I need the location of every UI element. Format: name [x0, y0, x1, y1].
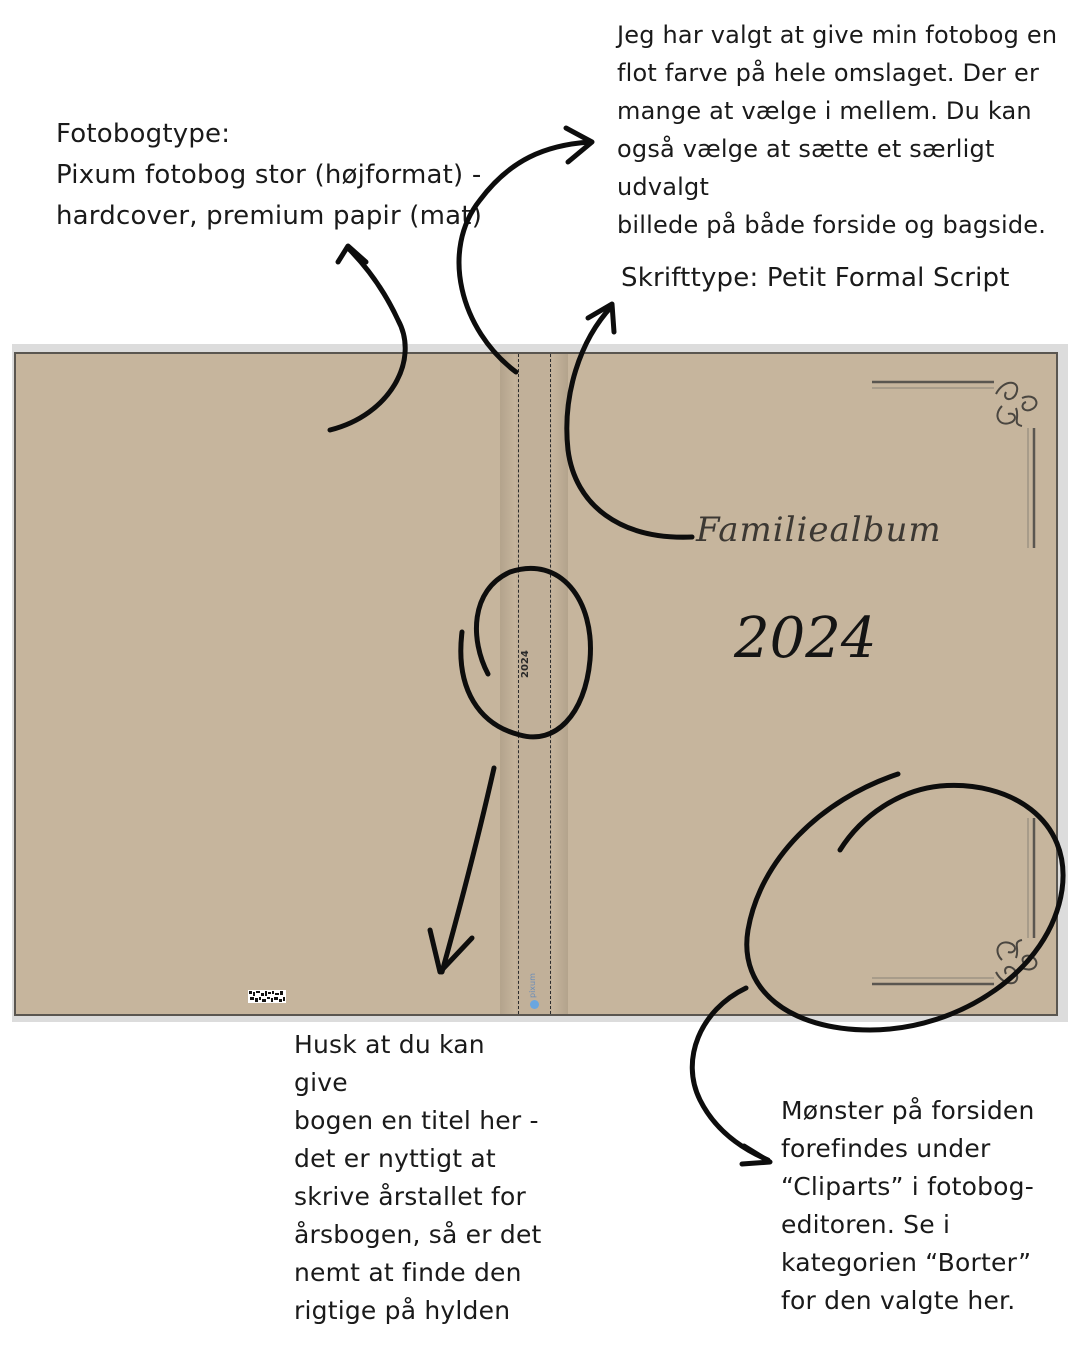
spine-guide-right [550, 354, 551, 1014]
cover-title: Familiealbum [696, 510, 942, 550]
cover-spread [14, 352, 1058, 1016]
note-pattern-line: “Cliparts” i fotobog- [781, 1172, 1034, 1201]
note-spine-line: årsbogen, så er det [294, 1220, 542, 1249]
note-cover-color [617, 16, 1072, 244]
note-pattern-line: forefindes under [781, 1134, 991, 1163]
pixum-logo-icon [528, 964, 542, 1014]
photobook-cover-preview [12, 344, 1068, 1022]
note-color-line: Jeg har valgt at give min fotobog en [617, 21, 1058, 49]
note-pattern-line: for den valgte her. [781, 1286, 1016, 1315]
note-pattern-line: Mønster på forsiden [781, 1096, 1035, 1125]
hand-drawn-arrow-icon [338, 246, 366, 262]
note-photobook-type [56, 114, 482, 237]
note-type-heading: Fotobogtype: [56, 119, 231, 149]
hand-drawn-arrow-icon [588, 304, 614, 332]
pixum-logo-dot [530, 1000, 539, 1009]
cover-year: 2024 [734, 606, 877, 671]
spine-fold-left [500, 354, 516, 1014]
note-pattern-line: editoren. Se i [781, 1210, 951, 1239]
spine-guide-left [518, 354, 519, 1014]
note-spine-line: bogen en titel her - [294, 1106, 539, 1135]
corner-ornament-icon [866, 814, 1046, 994]
note-spine-line: Husk at du kan give [294, 1030, 485, 1097]
note-type-line: Pixum fotobog stor (højformat) - [56, 160, 482, 190]
note-pattern-line: kategorien “Borter” [781, 1248, 1032, 1277]
note-cover-pattern [781, 1092, 1041, 1320]
note-spine-title [294, 1026, 544, 1330]
note-spine-line: rigtige på hylden [294, 1296, 511, 1325]
barcode-icon [248, 990, 286, 1003]
note-color-line: billede på både forside og bagside. [617, 211, 1047, 239]
note-type-line: hardcover, premium papir (mat) [56, 201, 483, 231]
hand-drawn-arrow-icon [566, 128, 592, 162]
note-spine-line: skrive årstallet for [294, 1182, 526, 1211]
spine-logo-text: pixum [528, 973, 537, 998]
note-color-line: flot farve på hele omslaget. Der er [617, 59, 1040, 87]
note-spine-line: det er nyttigt at [294, 1144, 496, 1173]
note-spine-line: nemt at finde den [294, 1258, 522, 1287]
spine-title: 2024 [520, 650, 531, 678]
hand-drawn-arrow-icon [742, 1146, 770, 1164]
spine-fold-right [552, 354, 568, 1014]
note-color-line: mange at vælge i mellem. Du kan [617, 97, 1032, 125]
note-color-line: også vælge at sætte et særligt udvalgt [617, 135, 995, 201]
note-font: Skrifttype: Petit Formal Script [621, 263, 1010, 293]
